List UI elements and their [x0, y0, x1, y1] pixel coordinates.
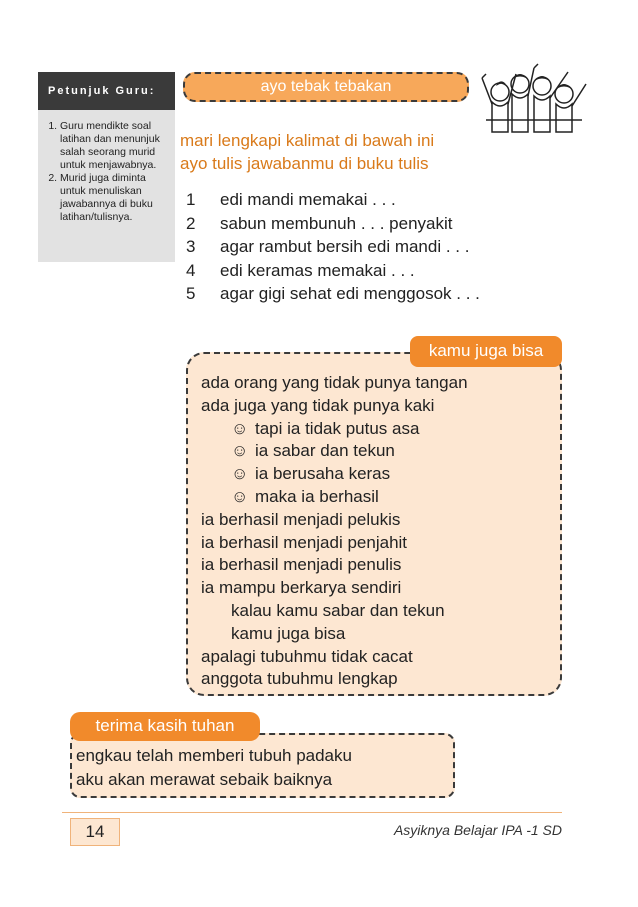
quiz-text: agar rambut bersih edi mandi . . . [220, 237, 470, 256]
poem-line-smiley [201, 486, 468, 509]
guide-item: 1. Guru mendikte soal latihan dan menunjuk salah seorang murid untuk menjawabnya. [60, 120, 167, 172]
quiz-item [186, 282, 480, 306]
smiley-icon: ☺ [231, 418, 249, 438]
page-number: 14 [70, 818, 120, 846]
guide-title: Petunjuk Guru: [38, 72, 175, 110]
poem-line: maka ia berhasil [255, 486, 379, 506]
poem-line: ia berhasil menjadi penulis [201, 555, 402, 575]
poem-tag: kamu juga bisa [410, 336, 562, 367]
poem-line-smiley [201, 440, 468, 463]
quiz-text: sabun membunuh . . . penyakit [220, 213, 453, 233]
quiz-list [186, 188, 480, 306]
quiz-item [186, 188, 480, 212]
section-pill [183, 72, 469, 102]
quiz-number: 2 [186, 213, 196, 233]
quiz-number: 4 [186, 260, 196, 280]
quiz-number: 3 [186, 237, 196, 256]
smiley-icon: ☺ [231, 486, 249, 506]
quiz-item [186, 235, 480, 259]
quiz-number: 5 [186, 284, 196, 303]
poem-line: kamu juga bisa [231, 623, 346, 643]
thanks-text [76, 744, 352, 791]
guide-panel [38, 110, 175, 262]
poem-line: ada orang yang tidak punya tangan [201, 373, 468, 392]
smiley-icon: ☺ [231, 464, 249, 484]
poem-line: ia sabar dan tekun [255, 441, 395, 461]
thanks-line: aku akan merawat sebaik baiknya [76, 769, 333, 789]
thanks-tag: terima kasih tuhan [70, 712, 260, 741]
poem-line: ada juga yang tidak punya kaki [201, 395, 435, 415]
guide-list [38, 120, 167, 224]
poem-line: apalagi tubuhmu tidak cacat [201, 646, 413, 666]
guide-item: 2. Murid juga diminta untuk menuliskan jawabannya di buku latihan/tulisnya. [60, 172, 167, 224]
thanks-line: engkau telah memberi tubuh padaku [76, 746, 352, 765]
quiz-item [186, 259, 480, 283]
poem-line: tapi ia tidak putus asa [255, 418, 420, 438]
quiz-text: edi mandi memakai . . . [220, 190, 396, 209]
intro-text [180, 129, 434, 175]
poem-line: anggota tubuhmu lengkap [201, 669, 398, 689]
book-title: Asyiknya Belajar IPA -1 SD [393, 822, 562, 838]
cheering-kids-illustration [478, 62, 590, 134]
poem-line: ia berusaha keras [255, 464, 391, 484]
poem-line: ia mampu berkarya sendiri [201, 578, 402, 598]
section-pill-label: ayo tebak tebakan [260, 78, 392, 95]
poem-line-smiley [201, 418, 468, 441]
quiz-text: agar gigi sehat edi menggosok . . . [220, 284, 480, 303]
poem-text [201, 372, 468, 691]
intro-line: mari lengkapi kalimat di bawah ini [180, 131, 435, 150]
footer-divider [62, 812, 562, 813]
poem-line: kalau kamu sabar dan tekun [231, 600, 445, 620]
quiz-text: edi keramas memakai . . . [220, 260, 415, 280]
poem-line: ia berhasil menjadi penjahit [201, 532, 408, 552]
poem-line-smiley [201, 463, 468, 486]
quiz-number: 1 [186, 190, 196, 209]
poem-line: ia berhasil menjadi pelukis [201, 509, 401, 529]
smiley-icon: ☺ [231, 441, 249, 461]
intro-line: ayo tulis jawabanmu di buku tulis [180, 154, 429, 173]
quiz-item [186, 212, 480, 236]
